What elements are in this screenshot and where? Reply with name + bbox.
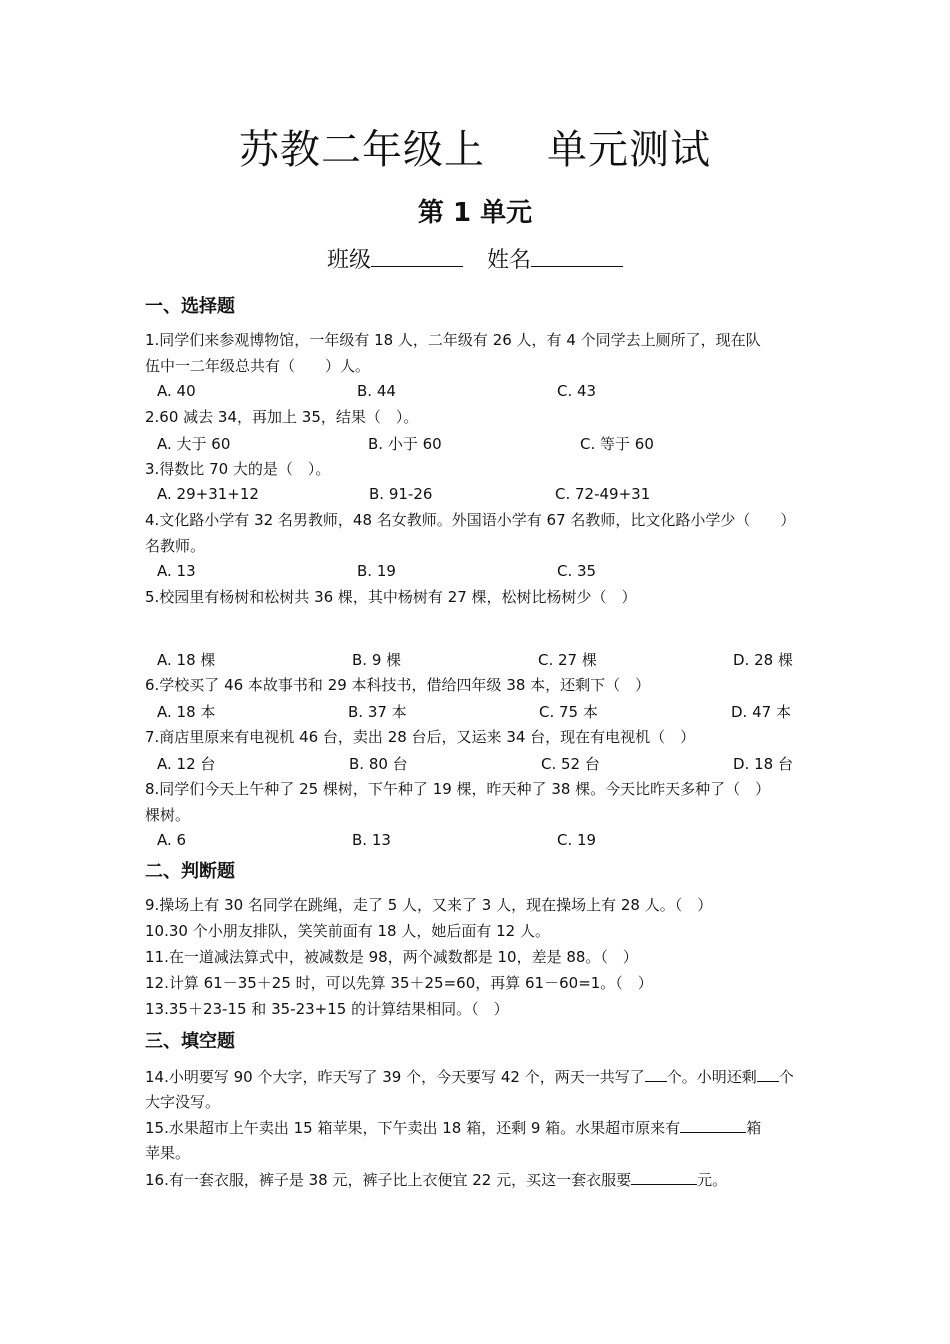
class-label: 班级 xyxy=(326,248,371,273)
q5-line1: 5.校园里有杨树和松树共 36 棵，其中杨树有 27 棵，松树比杨树少（ ） xyxy=(145,588,637,606)
q16-line1 xyxy=(145,1169,810,1190)
q2-option-b[interactable]: B. 小于 60 xyxy=(368,435,442,453)
q2-option-a[interactable]: A. 大于 60 xyxy=(157,435,231,453)
q2-option-c[interactable]: C. 等于 60 xyxy=(580,435,654,453)
q15-blank[interactable] xyxy=(680,1117,746,1133)
q14-text-b: 个。小明还剩 xyxy=(666,1068,757,1086)
q1-option-c[interactable]: C. 43 xyxy=(557,382,597,400)
unit-subtitle: 第 1 单元 xyxy=(417,198,533,228)
q7-option-a[interactable]: A. 12 台 xyxy=(157,755,216,773)
q5-option-b[interactable]: B. 9 棵 xyxy=(352,651,402,669)
q1-line1: 1.同学们来参观博物馆，一年级有 18 人，二年级有 26 人，有 4 个同学去上厕所了，现在队 xyxy=(145,331,761,349)
q11-text: 11.在一道减法算式中，被减数是 98，两个减数都是 10，差是 88。（ ） xyxy=(145,948,638,966)
q15-line1 xyxy=(145,1117,810,1138)
q8-line1: 8.同学们今天上午种了 25 棵树，下午种了 19 棵，昨天种了 38 棵。今天比昨天多种了（ ） xyxy=(145,780,771,798)
q15-text-a: 15.水果超市上午卖出 15 箱苹果，下午卖出 18 箱，还剩 9 箱。水果超市原来有 xyxy=(145,1119,681,1137)
q8-line2: 棵树。 xyxy=(145,806,191,824)
student-info-line xyxy=(0,243,950,274)
q13-text: 13.35＋23-15 和 35-23+15 的计算结果相同。（ ） xyxy=(145,1000,509,1018)
q12-text: 12.计算 61－35＋25 时，可以先算 35＋25=60，再算 61－60=1。（ ） xyxy=(145,974,653,992)
q1-option-a[interactable]: A. 40 xyxy=(157,382,196,400)
q14-text-c: 个 xyxy=(778,1068,794,1086)
q3-option-c[interactable]: C. 72-49+31 xyxy=(555,485,651,503)
q14-blank-1[interactable] xyxy=(645,1066,667,1082)
name-blank[interactable] xyxy=(531,244,623,267)
q7-line1: 7.商店里原来有电视机 46 台，卖出 28 台后，又运来 34 台，现在有电视机（ ） xyxy=(145,728,696,746)
q6-option-a[interactable]: A. 18 本 xyxy=(157,703,216,721)
q14-blank-2[interactable] xyxy=(757,1066,779,1082)
q14-text-a: 14.小明要写 90 个大字，昨天写了 39 个，今天要写 42 个，两天一共写了 xyxy=(145,1068,645,1086)
q1-line2: 伍中一二年级总共有（ ）人。 xyxy=(145,357,371,375)
q3-option-b[interactable]: B. 91-26 xyxy=(369,485,433,503)
q15-line2: 苹果。 xyxy=(145,1144,191,1162)
q15-text-b: 箱 xyxy=(746,1119,762,1137)
title-left: 苏教二年级上 xyxy=(239,127,485,173)
name-label: 姓名 xyxy=(487,248,532,273)
q4-option-c[interactable]: C. 35 xyxy=(557,562,597,580)
section-fill-heading: 三、填空题 xyxy=(145,1031,235,1052)
q9-text: 9.操场上有 30 名同学在跳绳，走了 5 人，又来了 3 人，现在操场上有 28 人。（ ） xyxy=(145,896,713,914)
q16-blank[interactable] xyxy=(631,1169,697,1185)
q1-option-b[interactable]: B. 44 xyxy=(357,382,396,400)
q4-option-a[interactable]: A. 13 xyxy=(157,562,196,580)
q6-option-b[interactable]: B. 37 本 xyxy=(348,703,407,721)
q6-option-d[interactable]: D. 47 本 xyxy=(731,703,791,721)
page-title xyxy=(0,118,950,175)
q7-option-b[interactable]: B. 80 台 xyxy=(349,755,408,773)
q8-option-c[interactable]: C. 19 xyxy=(557,831,597,849)
q3-line1: 3.得数比 70 大的是（ ）。 xyxy=(145,460,331,478)
q8-option-b[interactable]: B. 13 xyxy=(352,831,391,849)
section-judge-heading: 二、判断题 xyxy=(145,861,235,882)
q10-text: 10.30 个小朋友排队，笑笑前面有 18 人，她后面有 12 人。 xyxy=(145,922,550,940)
q16-text-b: 元。 xyxy=(697,1171,728,1189)
q5-option-d[interactable]: D. 28 棵 xyxy=(733,651,793,669)
class-blank[interactable] xyxy=(371,244,463,267)
q8-option-a[interactable]: A. 6 xyxy=(157,831,187,849)
q6-option-c[interactable]: C. 75 本 xyxy=(539,703,598,721)
q14-line2: 大字没写。 xyxy=(145,1093,221,1111)
q3-option-a[interactable]: A. 29+31+12 xyxy=(157,485,259,503)
q16-text-a: 16.有一套衣服，裤子是 38 元，裤子比上衣便宜 22 元，买这一套衣服要 xyxy=(145,1171,632,1189)
q4-line2: 名教师。 xyxy=(145,537,206,555)
q5-option-c[interactable]: C. 27 棵 xyxy=(538,651,597,669)
section-choice-heading: 一、选择题 xyxy=(145,296,235,317)
q6-line1: 6.学校买了 46 本故事书和 29 本科技书，借给四年级 38 本，还剩下（ ） xyxy=(145,676,651,694)
q2-line1: 2.60 减去 34，再加上 35，结果（ ）。 xyxy=(145,408,419,426)
title-right: 单元测试 xyxy=(547,127,711,173)
q4-line1: 4.文化路小学有 32 名男教师，48 名女教师。外国语小学有 67 名教师，比文化路小学少（ ） xyxy=(145,511,796,529)
q7-option-d[interactable]: D. 18 台 xyxy=(733,755,793,773)
q4-option-b[interactable]: B. 19 xyxy=(357,562,396,580)
q14-line1 xyxy=(145,1066,810,1087)
q5-option-a[interactable]: A. 18 棵 xyxy=(157,651,216,669)
q7-option-c[interactable]: C. 52 台 xyxy=(541,755,600,773)
